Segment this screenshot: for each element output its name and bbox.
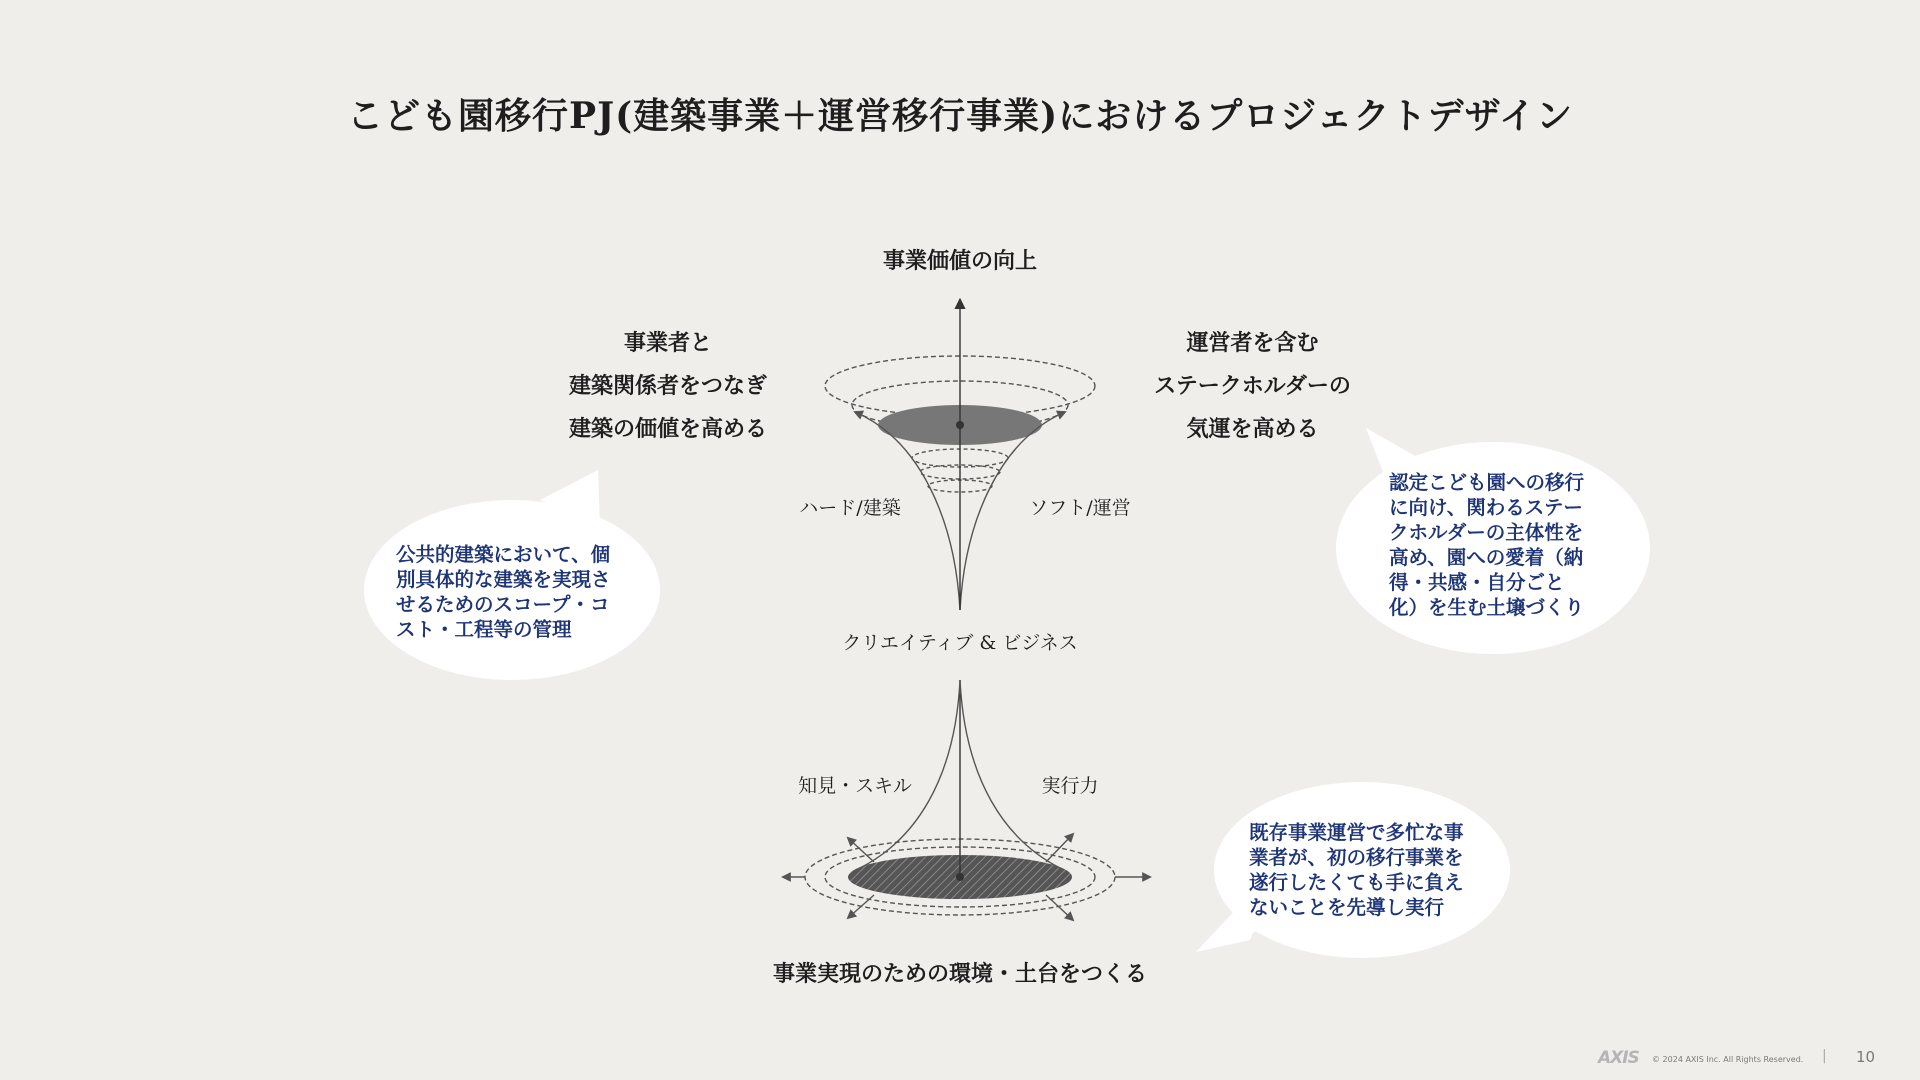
left-bubble-text: 公共的建築において、個 別具体的な建築を実現さ せるためのスコープ・コ スト・工程等の管理 bbox=[396, 543, 611, 641]
right-bubble-text: 認定こども園への移行 に向け、関わるステー クホルダーの主体性を 高め、園への愛着（納 得・共感・自分ごと 化）を生む土壌づくり bbox=[1389, 471, 1585, 619]
page-number: 10 bbox=[1856, 1048, 1876, 1066]
copyright-text: © 2024 AXIS Inc. All Rights Reserved. bbox=[1652, 1055, 1804, 1064]
business-value-label: 事業価値の向上 bbox=[882, 248, 1037, 274]
upper-funnel bbox=[825, 300, 1095, 610]
hard-label: ハード/建築 bbox=[799, 497, 901, 519]
page-title: こども園移行PJ(建築事業＋運営移行事業)におけるプロジェクトデザイン bbox=[347, 95, 1573, 137]
left-upper-text: 事業者と 建築関係者をつなぎ 建築の価値を高める bbox=[568, 330, 767, 442]
soft-label: ソフト/運営 bbox=[1029, 497, 1131, 519]
center-label: クリエイティブ & ビジネス bbox=[842, 632, 1078, 654]
execution-label: 実行力 bbox=[1041, 775, 1099, 797]
footer-separator: | bbox=[1822, 1048, 1827, 1064]
bottom-right-bubble-text: 既存事業運営で多忙な事 業者が、初の移行事業を 遂行したくても手に負え ないことを先導し実行 bbox=[1249, 821, 1464, 919]
axis-logo: AXIS bbox=[1598, 1048, 1639, 1068]
right-upper-text: 運営者を含む ステークホルダーの 気運を高める bbox=[1154, 330, 1351, 442]
bottom-label: 事業実現のための環境・土台をつくる bbox=[772, 961, 1147, 987]
knowledge-label: 知見・スキル bbox=[798, 775, 912, 797]
